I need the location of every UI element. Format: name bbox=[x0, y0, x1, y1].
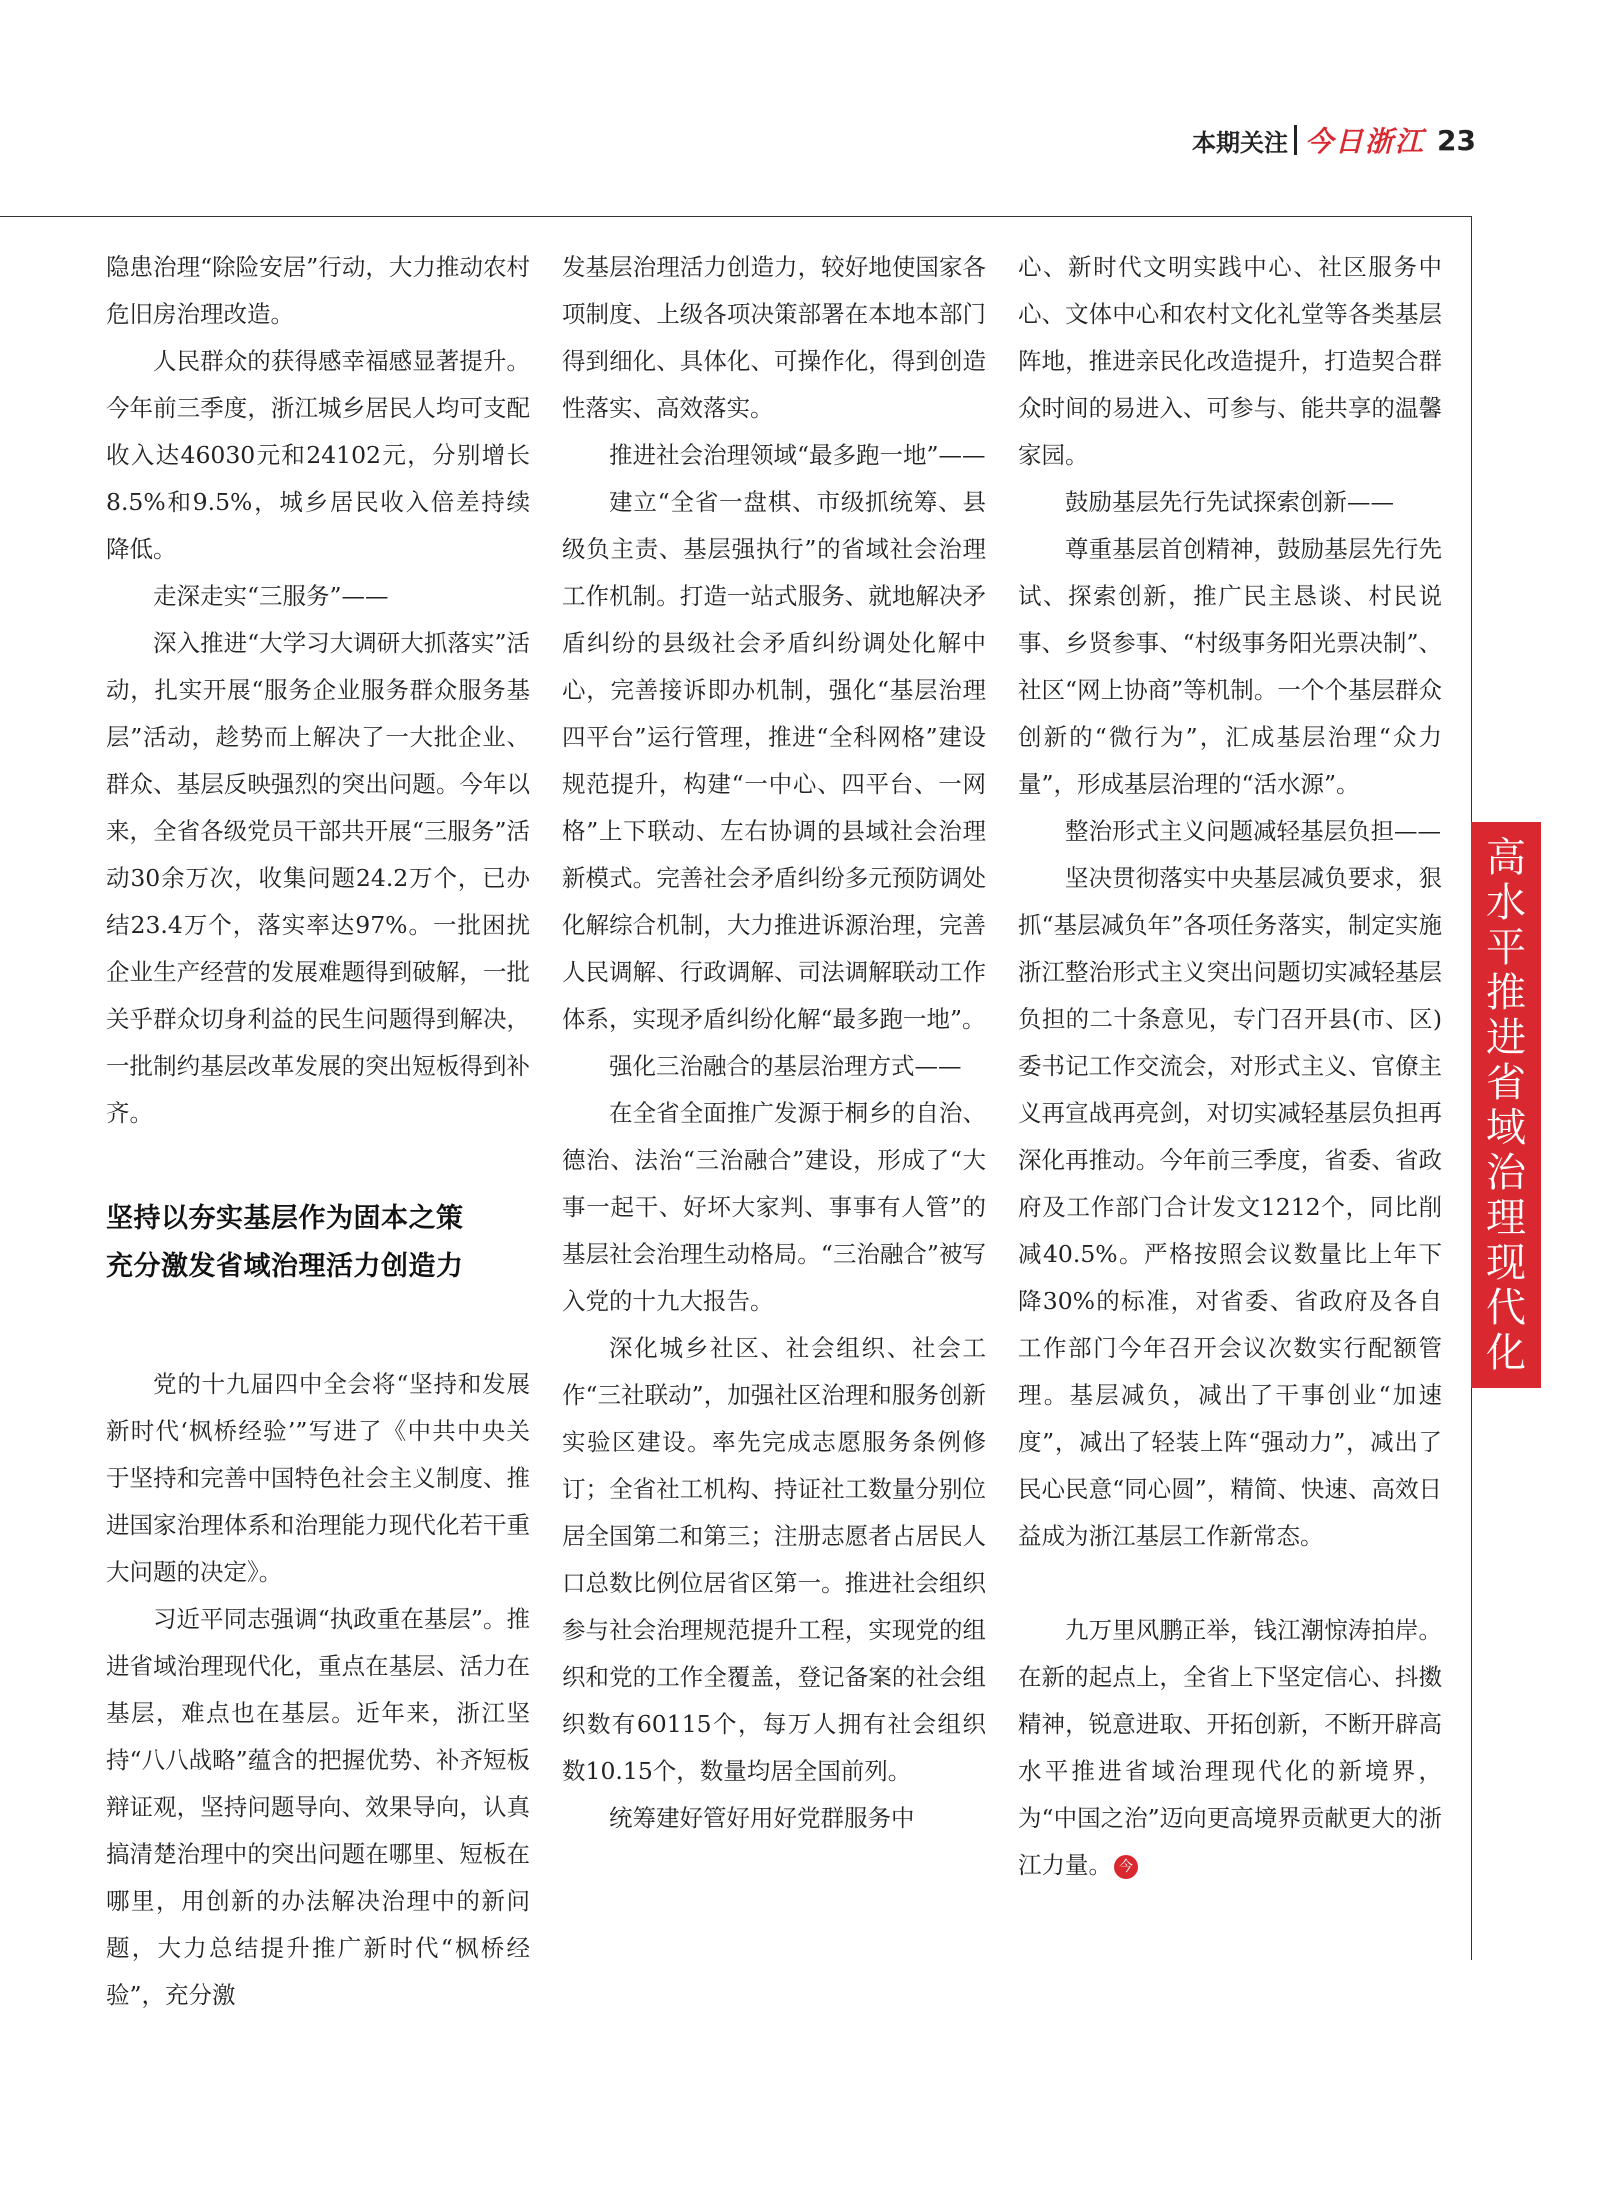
paragraph: 尊重基层首创精神，鼓励基层先行先试、探索创新，推广民主恳谈、村民说事、乡贤参事、“村级事务阳光票决制”、社区“网上协商”等机制。一个个基层群众创新的“微行为”，汇成基层治理“众力量”，形成基层治理的“活水源”。 bbox=[1018, 535, 1442, 798]
side-tab-char: 治 bbox=[1486, 1150, 1526, 1196]
section-title: 本期关注 bbox=[1192, 128, 1289, 157]
subheading-line-1: 坚持以夯实基层作为固本之策 bbox=[106, 1203, 464, 1234]
paragraph-lead: 走深走实“三服务”—— bbox=[153, 582, 389, 610]
paragraph-lead: 推进社会治理领域“最多跑一地”—— bbox=[609, 441, 986, 469]
page-number: 23 bbox=[1437, 123, 1476, 157]
paragraph-lead: 整治形式主义问题减轻基层负担—— bbox=[1065, 817, 1441, 845]
paragraph: 发基层治理活力创造力，较好地使国家各项制度、上级各项决策部署在本地本部门得到细化、具体化、可操作化，得到创造性落实、高效落实。 bbox=[562, 253, 986, 422]
side-tab-char: 推 bbox=[1486, 970, 1526, 1016]
side-tab-char: 水 bbox=[1486, 880, 1526, 926]
closing-text: 九万里风鹏正举，钱江潮惊涛拍岸。在新的起点上，全省上下坚定信心、抖擞精神，锐意进取、开拓创新，不断开辟高水平推进省域治理现代化的新境界，为“中国之治”迈向更高境界贡献更大的浙江力量。 bbox=[1018, 1616, 1442, 1879]
magazine-logo: 今日浙江 bbox=[1305, 125, 1426, 158]
paragraph-lead: 强化三治融合的基层治理方式—— bbox=[609, 1052, 962, 1080]
paragraph: 在全省全面推广发源于桐乡的自治、德治、法治“三治融合”建设，形成了“大事一起干、好坏大家判、事事有人管”的基层社会治理生动格局。“三治融合”被写入党的十九大报告。 bbox=[562, 1099, 986, 1315]
paragraph: 统筹建好管好用好党群服务中 bbox=[609, 1804, 915, 1832]
side-tab-char: 化 bbox=[1486, 1330, 1526, 1376]
article-body bbox=[106, 244, 1442, 2009]
side-tab-char: 平 bbox=[1486, 925, 1526, 971]
paragraph-lead: 鼓励基层先行先试探索创新—— bbox=[1065, 488, 1394, 516]
side-tab-char: 代 bbox=[1486, 1285, 1526, 1331]
column-2 bbox=[562, 244, 986, 1974]
paragraph: 习近平同志强调“执政重在基层”。推进省域治理现代化，重点在基层、活力在基层，难点也在基层。近年来，浙江坚持“八八战略”蕴含的把握优势、补齐短板辩证观，坚持问题导向、效果导向，认真搞清楚治理中的突出问题在哪里、短板在哪里，用创新的办法解决治理中的新问题，大力总结提升推广新时代“枫桥经验”，充分激 bbox=[106, 1605, 530, 2009]
end-mark-icon: 今 bbox=[1114, 1855, 1138, 1879]
paragraph: 深入推进“大学习大调研大抓落实”活动，扎实开展“服务企业服务群众服务基层”活动，趁势而上解决了一大批企业、群众、基层反映强烈的突出问题。今年以来，全省各级党员干部共开展“三服务”活动30余万次，收集问题24.2万个，已办结23.4万个，落实率达97%。一批困扰企业生产经营的发展难题得到破解，一批关乎群众切身利益的民生问题得到解决，一批制约基层改革发展的突出短板得到补齐。 bbox=[106, 629, 530, 1127]
paragraph: 党的十九届四中全会将“坚持和发展新时代‘枫桥经验’”写进了《中共中央关于坚持和完善中国特色社会主义制度、推进国家治理体系和治理能力现代化若干重大问题的决定》。 bbox=[106, 1370, 530, 1586]
column-1 bbox=[106, 244, 530, 2009]
side-tab-char: 理 bbox=[1486, 1195, 1526, 1241]
side-tab-char: 高 bbox=[1486, 835, 1526, 881]
paragraph: 建立“全省一盘棋、市级抓统筹、县级负主责、基层强执行”的省域社会治理工作机制。打造一站式服务、就地解决矛盾纠纷的县级社会矛盾纠纷调处化解中心，完善接诉即办机制，强化“基层治理四平台”运行管理，推进“全科网格”建设规范提升，构建“一中心、四平台、一网格”上下联动、左右协调的县域社会治理新模式。完善社会矛盾纠纷多元预防调处化解综合机制，大力推进诉源治理，完善人民调解、行政调解、司法调解联动工作体系，实现矛盾纠纷化解“最多跑一地”。 bbox=[562, 488, 986, 1033]
side-tab-vertical-title bbox=[1471, 822, 1541, 1388]
column-3 bbox=[1018, 244, 1442, 1974]
side-tab-char: 省 bbox=[1486, 1060, 1526, 1106]
paragraph: 深化城乡社区、社会组织、社会工作“三社联动”，加强社区治理和服务创新实验区建设。率先完成志愿服务条例修订；全省社工机构、持证社工数量分别位居全国第二和第三；注册志愿者占居民人口总数比例位居省区第一。推进社会组织参与社会治理规范提升工程，实现党的组织和党的工作全覆盖，登记备案的社会组织数有60115个，每万人拥有社会组织数10.15个，数量均居全国前列。 bbox=[562, 1334, 986, 1785]
paragraph: 坚决贯彻落实中央基层减负要求，狠抓“基层减负年”各项任务落实，制定实施浙江整治形式主义突出问题切实减轻基层负担的二十条意见，专门召开县(市、区)委书记工作交流会，对形式主义、官僚主义再宣战再亮剑，对切实减轻基层负担再深化再推动。今年前三季度，省委、省政府及工作部门合计发文1212个，同比削减40.5%。严格按照会议数量比上年下降30%的标准，对省委、省政府及各自工作部门今年召开会议次数实行配额管理。基层减负，减出了干事创业“加速度”，减出了轻装上阵“强动力”，减出了民心民意“同心圆”，精简、快速、高效日益成为浙江基层工作新常态。 bbox=[1018, 864, 1442, 1550]
side-tab-char: 域 bbox=[1486, 1105, 1526, 1151]
header-divider bbox=[1294, 125, 1297, 155]
paragraph: 人民群众的获得感幸福感显著提升。今年前三季度，浙江城乡居民人均可支配收入达46030元和24102元，分别增长8.5%和9.5%，城乡居民收入倍差持续降低。 bbox=[106, 347, 530, 563]
side-tab-char: 现 bbox=[1486, 1240, 1526, 1286]
paragraph: 心、新时代文明实践中心、社区服务中心、文体中心和农村文化礼堂等各类基层阵地，推进亲民化改造提升，打造契合群众时间的易进入、可参与、能共享的温馨家园。 bbox=[1018, 253, 1442, 469]
frame-top-rule bbox=[0, 216, 1472, 217]
side-tab-char: 进 bbox=[1486, 1015, 1526, 1061]
closing-paragraph bbox=[1018, 1607, 1442, 1889]
page-header bbox=[1192, 120, 1476, 160]
section-subheading bbox=[106, 1195, 530, 1291]
subheading-line-2: 充分激发省域治理活力创造力 bbox=[106, 1251, 464, 1282]
paragraph: 隐患治理“除险安居”行动，大力推动农村危旧房治理改造。 bbox=[106, 253, 530, 328]
